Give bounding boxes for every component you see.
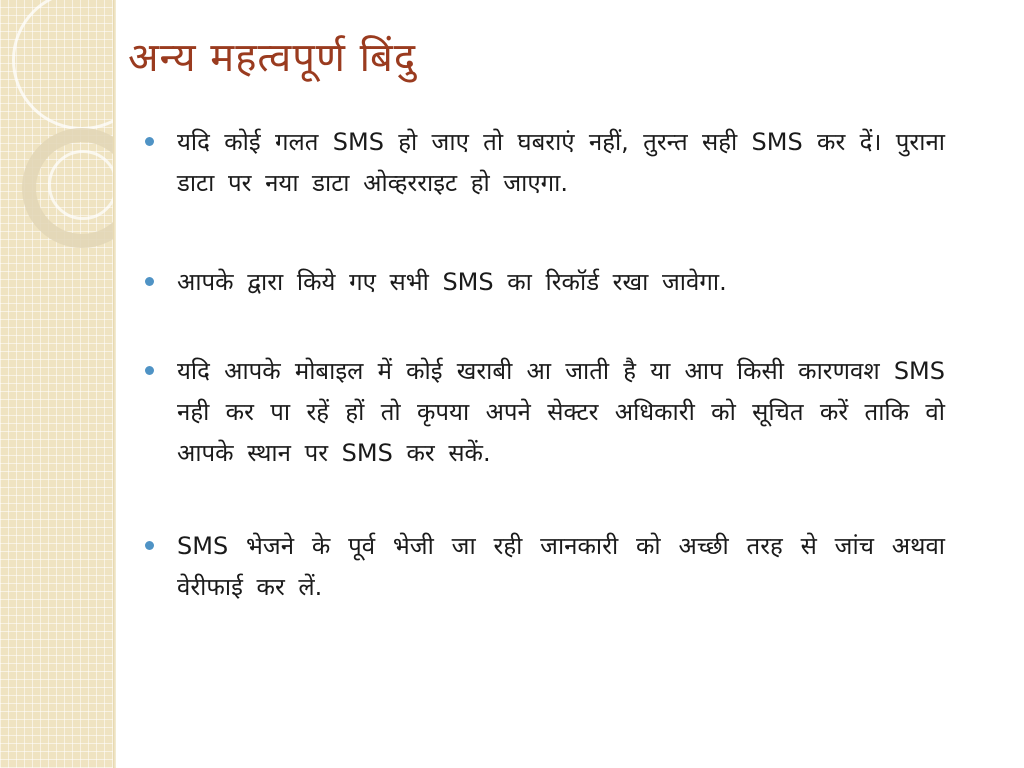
bullet-item <box>145 351 945 474</box>
bullet-item <box>145 526 945 608</box>
bullet-item <box>145 122 945 204</box>
bullet-text: SMS भेजने के पूर्व भेजी जा रही जानकारी को अच्छी तरह से जांच अथवा वेरीफाई कर लें. <box>177 532 945 601</box>
bullet-list <box>145 122 945 608</box>
bullet-icon <box>145 541 154 550</box>
decorative-ring <box>48 150 113 220</box>
decorative-ring <box>12 0 113 130</box>
bullet-icon <box>145 277 154 286</box>
bullet-text: आपके द्वारा किये गए सभी SMS का रिकॉर्ड रखा जावेगा. <box>177 268 727 296</box>
bullet-icon <box>145 366 154 375</box>
bullet-item <box>145 262 945 303</box>
bullet-text: यदि आपके मोबाइल में कोई खराबी आ जाती है या आप किसी कारणवश SMS नही कर पा रहें हों तो कृपया अपने सेक्टर अधिकारी को सूचित करें ताकि वो आपके स्थान पर SMS कर सकें. <box>177 357 945 467</box>
bullet-icon <box>145 137 154 146</box>
decorative-side-panel <box>0 0 113 768</box>
side-panel-edge <box>113 0 116 768</box>
bullet-text: यदि कोई गलत SMS हो जाए तो घबराएं नहीं, तुरन्त सही SMS कर दें। पुराना डाटा पर नया डाटा ओव्हरराइट हो जाएगा. <box>177 128 945 197</box>
slide-title: अन्य महत्वपूर्ण बिंदु <box>128 35 417 81</box>
